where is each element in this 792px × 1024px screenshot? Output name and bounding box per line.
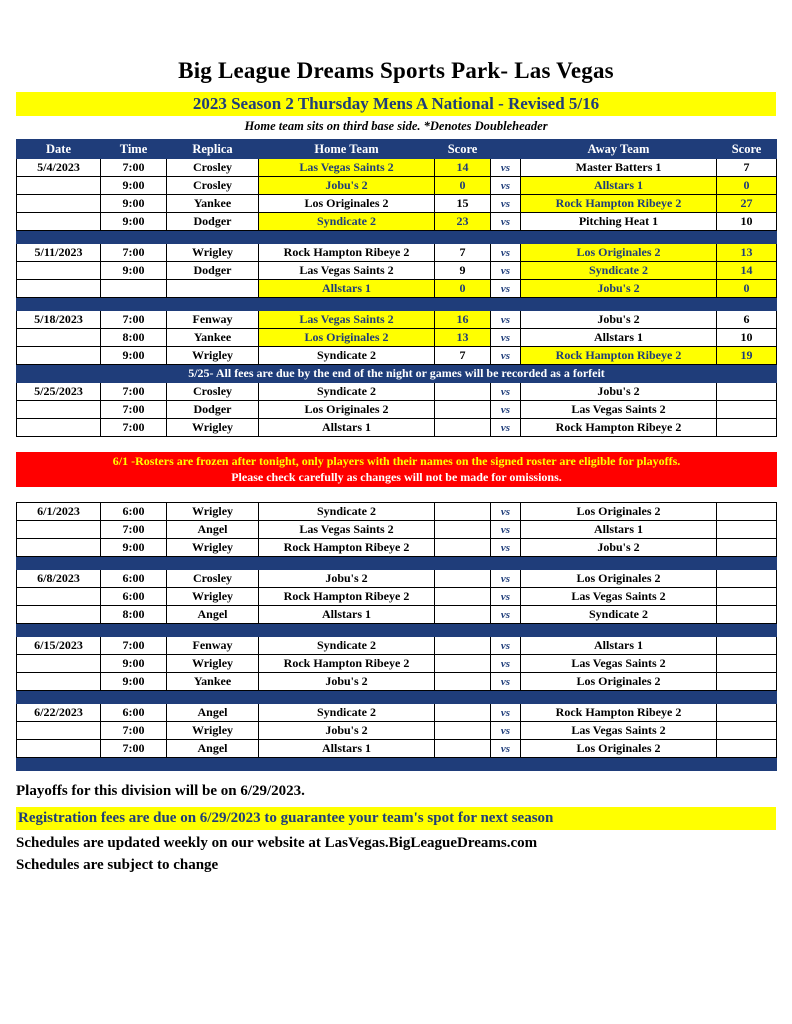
time-cell: 9:00 xyxy=(101,655,167,673)
away-team-cell: Master Batters 1 xyxy=(521,159,717,177)
replica-cell xyxy=(167,280,259,298)
away-team-cell: Las Vegas Saints 2 xyxy=(521,401,717,419)
away-team-cell: Las Vegas Saints 2 xyxy=(521,722,717,740)
date-cell: 6/8/2023 xyxy=(17,570,101,588)
date-cell: 5/18/2023 xyxy=(17,311,101,329)
home-team-cell: Los Originales 2 xyxy=(259,329,435,347)
time-cell: 9:00 xyxy=(101,195,167,213)
home-score-cell xyxy=(435,401,491,419)
date-cell xyxy=(17,329,101,347)
vs-label: vs xyxy=(491,673,521,691)
game-row xyxy=(17,329,777,347)
home-score-cell: 13 xyxy=(435,329,491,347)
vs-label: vs xyxy=(491,311,521,329)
game-row xyxy=(17,347,777,365)
column-header: Score xyxy=(435,140,491,159)
replica-cell: Wrigley xyxy=(167,588,259,606)
home-team-cell: Rock Hampton Ribeye 2 xyxy=(259,655,435,673)
spacer-row xyxy=(17,487,777,503)
season-banner: 2023 Season 2 Thursday Mens A National - Revised 5/16 xyxy=(16,92,776,116)
vs-label: vs xyxy=(491,740,521,758)
home-score-cell xyxy=(435,383,491,401)
footer xyxy=(16,783,776,874)
away-score-cell xyxy=(717,401,777,419)
time-cell: 7:00 xyxy=(101,401,167,419)
vs-label: vs xyxy=(491,588,521,606)
home-score-cell xyxy=(435,588,491,606)
date-cell xyxy=(17,740,101,758)
game-row xyxy=(17,588,777,606)
replica-cell: Dodger xyxy=(167,262,259,280)
home-score-cell xyxy=(435,419,491,437)
date-cell xyxy=(17,655,101,673)
separator-bar xyxy=(17,231,777,244)
away-score-cell xyxy=(717,722,777,740)
away-team-cell: Jobu's 2 xyxy=(521,539,717,557)
away-score-cell xyxy=(717,606,777,624)
vs-label: vs xyxy=(491,213,521,231)
time-cell: 7:00 xyxy=(101,722,167,740)
away-score-cell xyxy=(717,588,777,606)
game-row xyxy=(17,383,777,401)
vs-label: vs xyxy=(491,262,521,280)
vs-label: vs xyxy=(491,637,521,655)
date-cell: 6/22/2023 xyxy=(17,704,101,722)
away-team-cell: Pitching Heat 1 xyxy=(521,213,717,231)
vs-label: vs xyxy=(491,655,521,673)
notice-row xyxy=(17,470,777,487)
away-score-cell: 10 xyxy=(717,329,777,347)
replica-cell: Crosley xyxy=(167,177,259,195)
home-team-cell: Syndicate 2 xyxy=(259,704,435,722)
replica-cell: Dodger xyxy=(167,213,259,231)
game-row xyxy=(17,311,777,329)
replica-cell: Wrigley xyxy=(167,539,259,557)
replica-cell: Yankee xyxy=(167,673,259,691)
home-team-cell: Syndicate 2 xyxy=(259,503,435,521)
date-cell xyxy=(17,419,101,437)
away-team-cell: Allstars 1 xyxy=(521,521,717,539)
replica-cell: Angel xyxy=(167,521,259,539)
away-score-cell: 6 xyxy=(717,311,777,329)
time-cell: 9:00 xyxy=(101,262,167,280)
vs-label: vs xyxy=(491,347,521,365)
away-team-cell: Jobu's 2 xyxy=(521,280,717,298)
date-cell: 5/11/2023 xyxy=(17,244,101,262)
away-team-cell: Los Originales 2 xyxy=(521,740,717,758)
home-score-cell: 15 xyxy=(435,195,491,213)
replica-cell: Angel xyxy=(167,740,259,758)
away-score-cell xyxy=(717,521,777,539)
time-cell: 9:00 xyxy=(101,213,167,231)
vs-label: vs xyxy=(491,419,521,437)
separator-bar xyxy=(17,624,777,637)
replica-cell: Wrigley xyxy=(167,244,259,262)
time-cell: 8:00 xyxy=(101,329,167,347)
away-team-cell: Rock Hampton Ribeye 2 xyxy=(521,419,717,437)
vs-label: vs xyxy=(491,704,521,722)
game-row xyxy=(17,177,777,195)
home-team-cell: Rock Hampton Ribeye 2 xyxy=(259,588,435,606)
game-row xyxy=(17,740,777,758)
away-team-cell: Rock Hampton Ribeye 2 xyxy=(521,195,717,213)
home-score-cell: 0 xyxy=(435,280,491,298)
away-team-cell: Syndicate 2 xyxy=(521,606,717,624)
home-team-cell: Jobu's 2 xyxy=(259,722,435,740)
away-team-cell: Los Originales 2 xyxy=(521,570,717,588)
game-row xyxy=(17,673,777,691)
column-header: Date xyxy=(17,140,101,159)
away-team-cell: Rock Hampton Ribeye 2 xyxy=(521,347,717,365)
separator-row xyxy=(17,557,777,570)
away-score-cell xyxy=(717,503,777,521)
away-score-cell xyxy=(717,655,777,673)
game-row xyxy=(17,401,777,419)
playoffs-note: Playoffs for this division will be on 6/29/2023. xyxy=(16,783,305,799)
game-row xyxy=(17,637,777,655)
away-score-cell: 14 xyxy=(717,262,777,280)
game-row xyxy=(17,159,777,177)
home-team-cell: Allstars 1 xyxy=(259,419,435,437)
vs-label: vs xyxy=(491,177,521,195)
home-score-cell xyxy=(435,570,491,588)
away-score-cell xyxy=(717,740,777,758)
replica-cell: Wrigley xyxy=(167,503,259,521)
away-team-cell: Los Originales 2 xyxy=(521,244,717,262)
time-cell: 7:00 xyxy=(101,311,167,329)
time-cell: 9:00 xyxy=(101,177,167,195)
date-cell xyxy=(17,401,101,419)
time-cell: 9:00 xyxy=(101,673,167,691)
date-cell xyxy=(17,521,101,539)
away-score-cell: 27 xyxy=(717,195,777,213)
home-score-cell xyxy=(435,655,491,673)
notice-text: 5/25- All fees are due by the end of the night or games will be recorded as a forfeit xyxy=(17,365,777,383)
game-row xyxy=(17,539,777,557)
game-row xyxy=(17,503,777,521)
date-cell xyxy=(17,347,101,365)
home-team-cell: Allstars 1 xyxy=(259,606,435,624)
subject-to-change-note: Schedules are subject to change xyxy=(16,857,219,873)
vs-label: vs xyxy=(491,159,521,177)
schedule-table xyxy=(16,139,777,771)
separator-row xyxy=(17,298,777,311)
home-score-cell: 7 xyxy=(435,244,491,262)
date-cell: 5/25/2023 xyxy=(17,383,101,401)
away-score-cell: 10 xyxy=(717,213,777,231)
home-team-cell: Syndicate 2 xyxy=(259,347,435,365)
date-cell: 5/4/2023 xyxy=(17,159,101,177)
home-score-cell: 0 xyxy=(435,177,491,195)
away-score-cell xyxy=(717,419,777,437)
away-team-cell: Jobu's 2 xyxy=(521,383,717,401)
home-team-note: Home team sits on third base side. *Denotes Doubleheader xyxy=(244,119,548,133)
replica-cell: Yankee xyxy=(167,329,259,347)
away-score-cell xyxy=(717,570,777,588)
time-cell xyxy=(101,280,167,298)
home-team-cell: Allstars 1 xyxy=(259,280,435,298)
away-team-cell: Las Vegas Saints 2 xyxy=(521,655,717,673)
time-cell: 6:00 xyxy=(101,570,167,588)
game-row xyxy=(17,521,777,539)
column-header: Away Team xyxy=(521,140,717,159)
away-team-cell: Allstars 1 xyxy=(521,177,717,195)
time-cell: 6:00 xyxy=(101,588,167,606)
vs-label: vs xyxy=(491,503,521,521)
notice-text: Please check carefully as changes will not be made for omissions. xyxy=(17,470,777,487)
game-row xyxy=(17,195,777,213)
game-row xyxy=(17,213,777,231)
away-score-cell xyxy=(717,383,777,401)
date-cell xyxy=(17,262,101,280)
home-score-cell: 7 xyxy=(435,347,491,365)
away-score-cell xyxy=(717,539,777,557)
away-score-cell xyxy=(717,637,777,655)
away-team-cell: Rock Hampton Ribeye 2 xyxy=(521,704,717,722)
vs-label: vs xyxy=(491,722,521,740)
separator-bar xyxy=(17,691,777,704)
date-cell xyxy=(17,213,101,231)
schedule-header-row xyxy=(17,140,777,159)
replica-cell: Fenway xyxy=(167,311,259,329)
date-cell xyxy=(17,280,101,298)
vs-label: vs xyxy=(491,383,521,401)
away-team-cell: Las Vegas Saints 2 xyxy=(521,588,717,606)
separator-bar xyxy=(17,298,777,311)
column-header: Score xyxy=(717,140,777,159)
home-score-cell xyxy=(435,673,491,691)
time-cell: 7:00 xyxy=(101,383,167,401)
time-cell: 8:00 xyxy=(101,606,167,624)
game-row xyxy=(17,419,777,437)
away-score-cell: 0 xyxy=(717,280,777,298)
separator-row xyxy=(17,231,777,244)
date-cell xyxy=(17,177,101,195)
replica-cell: Crosley xyxy=(167,570,259,588)
replica-cell: Wrigley xyxy=(167,722,259,740)
time-cell: 7:00 xyxy=(101,521,167,539)
home-score-cell: 14 xyxy=(435,159,491,177)
away-score-cell: 0 xyxy=(717,177,777,195)
game-row xyxy=(17,655,777,673)
home-team-cell: Syndicate 2 xyxy=(259,383,435,401)
away-team-cell: Allstars 1 xyxy=(521,329,717,347)
notice-text: 6/1 -Rosters are frozen after tonight, only players with their names on the signed roster are eligible for playoffs. xyxy=(17,453,777,470)
column-header xyxy=(491,140,521,159)
away-team-cell: Jobu's 2 xyxy=(521,311,717,329)
home-score-cell: 23 xyxy=(435,213,491,231)
separator-bar xyxy=(17,557,777,570)
time-cell: 6:00 xyxy=(101,503,167,521)
date-cell xyxy=(17,673,101,691)
replica-cell: Wrigley xyxy=(167,655,259,673)
game-row xyxy=(17,262,777,280)
column-header: Home Team xyxy=(259,140,435,159)
game-row xyxy=(17,606,777,624)
vs-label: vs xyxy=(491,606,521,624)
replica-cell: Crosley xyxy=(167,383,259,401)
away-score-cell: 7 xyxy=(717,159,777,177)
blank-row xyxy=(17,437,777,453)
separator-bar xyxy=(17,758,777,771)
separator-row xyxy=(17,624,777,637)
vs-label: vs xyxy=(491,401,521,419)
away-team-cell: Los Originales 2 xyxy=(521,673,717,691)
home-team-cell: Las Vegas Saints 2 xyxy=(259,521,435,539)
game-row xyxy=(17,280,777,298)
vs-label: vs xyxy=(491,329,521,347)
game-row xyxy=(17,244,777,262)
away-team-cell: Allstars 1 xyxy=(521,637,717,655)
home-score-cell xyxy=(435,606,491,624)
replica-cell: Wrigley xyxy=(167,419,259,437)
home-score-cell xyxy=(435,722,491,740)
time-cell: 6:00 xyxy=(101,704,167,722)
replica-cell: Crosley xyxy=(167,159,259,177)
home-team-cell: Los Originales 2 xyxy=(259,195,435,213)
away-score-cell xyxy=(717,673,777,691)
home-score-cell xyxy=(435,637,491,655)
home-team-cell: Jobu's 2 xyxy=(259,177,435,195)
replica-cell: Fenway xyxy=(167,637,259,655)
game-row xyxy=(17,570,777,588)
time-cell: 9:00 xyxy=(101,347,167,365)
game-row xyxy=(17,722,777,740)
replica-cell: Yankee xyxy=(167,195,259,213)
home-team-cell: Las Vegas Saints 2 xyxy=(259,311,435,329)
date-cell xyxy=(17,588,101,606)
date-cell: 6/15/2023 xyxy=(17,637,101,655)
home-team-cell: Jobu's 2 xyxy=(259,673,435,691)
notice-row xyxy=(17,365,777,383)
home-score-cell xyxy=(435,704,491,722)
vs-label: vs xyxy=(491,539,521,557)
vs-label: vs xyxy=(491,244,521,262)
column-header: Time xyxy=(101,140,167,159)
time-cell: 7:00 xyxy=(101,637,167,655)
replica-cell: Dodger xyxy=(167,401,259,419)
home-score-cell: 9 xyxy=(435,262,491,280)
away-team-cell: Los Originales 2 xyxy=(521,503,717,521)
home-team-cell: Rock Hampton Ribeye 2 xyxy=(259,244,435,262)
home-team-cell: Jobu's 2 xyxy=(259,570,435,588)
separator-row xyxy=(17,758,777,771)
date-cell xyxy=(17,606,101,624)
replica-cell: Wrigley xyxy=(167,347,259,365)
vs-label: vs xyxy=(491,521,521,539)
date-cell xyxy=(17,539,101,557)
notice-row xyxy=(17,453,777,470)
away-score-cell xyxy=(717,704,777,722)
spacer-row xyxy=(17,437,777,453)
registration-fees-note: Registration fees are due on 6/29/2023 to guarantee your team's spot for next season xyxy=(16,807,776,830)
home-team-cell: Syndicate 2 xyxy=(259,637,435,655)
time-cell: 7:00 xyxy=(101,159,167,177)
home-team-cell: Las Vegas Saints 2 xyxy=(259,159,435,177)
date-cell xyxy=(17,195,101,213)
column-header: Replica xyxy=(167,140,259,159)
time-cell: 9:00 xyxy=(101,539,167,557)
home-score-cell xyxy=(435,740,491,758)
blank-row xyxy=(17,487,777,503)
date-cell: 6/1/2023 xyxy=(17,503,101,521)
schedule-body xyxy=(17,159,777,771)
replica-cell: Angel xyxy=(167,704,259,722)
page-title: Big League Dreams Sports Park- Las Vegas xyxy=(178,58,614,83)
time-cell: 7:00 xyxy=(101,419,167,437)
time-cell: 7:00 xyxy=(101,244,167,262)
vs-label: vs xyxy=(491,280,521,298)
away-score-cell: 19 xyxy=(717,347,777,365)
home-team-cell: Rock Hampton Ribeye 2 xyxy=(259,539,435,557)
vs-label: vs xyxy=(491,570,521,588)
away-score-cell: 13 xyxy=(717,244,777,262)
home-team-cell: Los Originales 2 xyxy=(259,401,435,419)
home-score-cell xyxy=(435,503,491,521)
time-cell: 7:00 xyxy=(101,740,167,758)
home-team-cell: Syndicate 2 xyxy=(259,213,435,231)
away-team-cell: Syndicate 2 xyxy=(521,262,717,280)
replica-cell: Angel xyxy=(167,606,259,624)
date-cell xyxy=(17,722,101,740)
home-score-cell xyxy=(435,539,491,557)
home-score-cell xyxy=(435,521,491,539)
game-row xyxy=(17,704,777,722)
home-team-cell: Las Vegas Saints 2 xyxy=(259,262,435,280)
home-team-cell: Allstars 1 xyxy=(259,740,435,758)
website-note: Schedules are updated weekly on our website at LasVegas.BigLeagueDreams.com xyxy=(16,835,538,851)
home-score-cell: 16 xyxy=(435,311,491,329)
vs-label: vs xyxy=(491,195,521,213)
separator-row xyxy=(17,691,777,704)
